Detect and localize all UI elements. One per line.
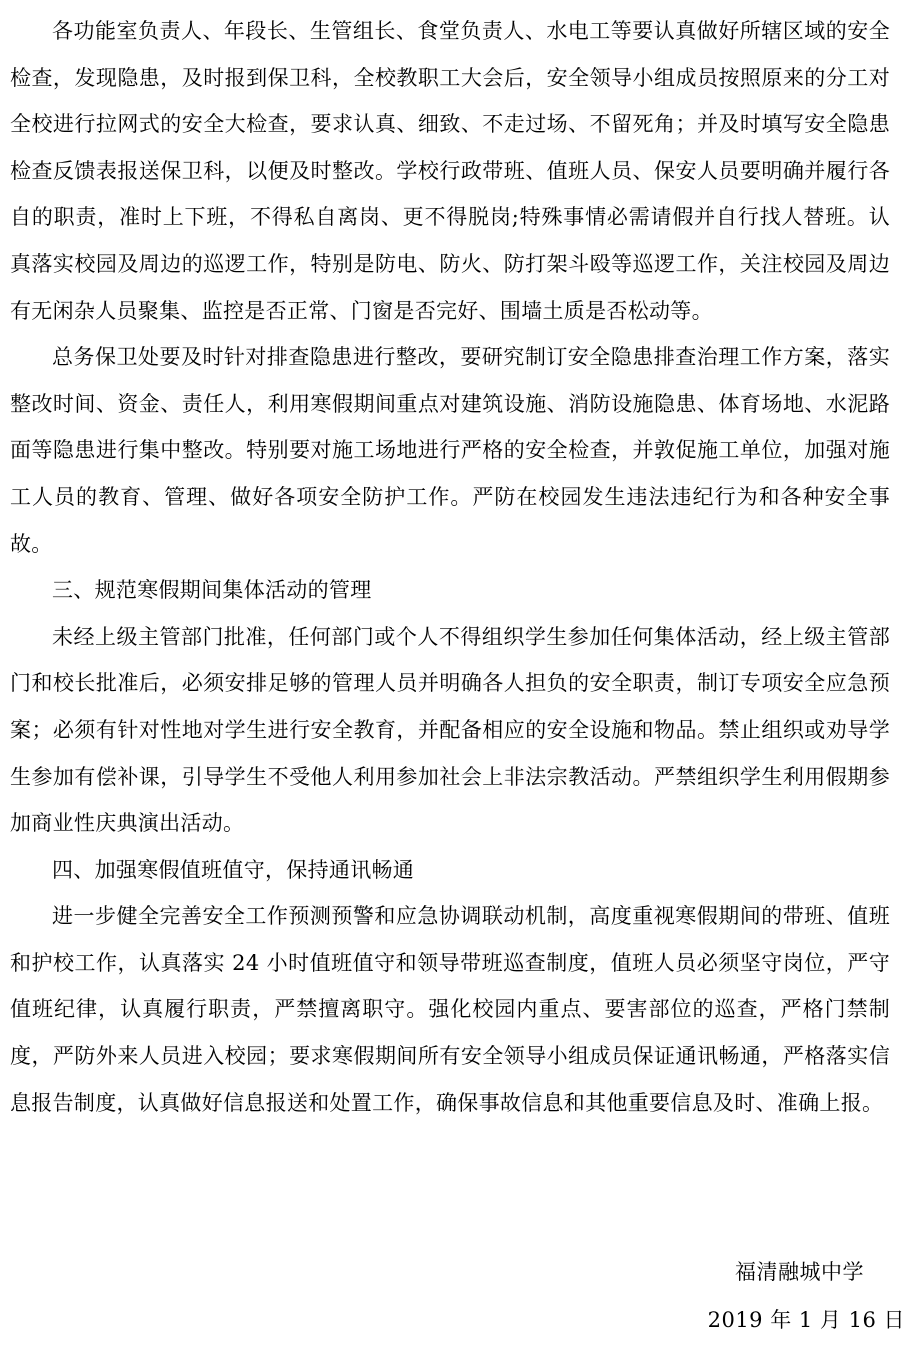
section-heading-three: 三、规范寒假期间集体活动的管理 xyxy=(52,578,372,603)
signature-date: 2019 年 1 月 16 日 xyxy=(707,1308,905,1332)
paragraph-group-activities: 未经上级主管部门批准，任何部门或个人不得组织学生参加任何集体活动，经上级主管部门和校长批准后，必须安排足够的管理人员并明确各人担负的安全职责，制订专项安全应急预案；必须有针对性地对学生进行安全教育，并配备相应的安全设施和物品。禁止组织或劝导学生参加有偿补课，引导学生不受他人利用参加社会上非法宗教活动。严禁组织学生利用假期参加商业性庆典演出活动。 xyxy=(10,624,890,836)
section-heading-four: 四、加强寒假值班值守，保持通讯畅通 xyxy=(52,857,415,882)
paragraph-duty-communication: 进一步健全完善安全工作预测预警和应急协调联动机制，高度重视寒假期间的带班、值班和护校工作，认真落实 24 小时值班值守和领导带班巡查制度，值班人员必须坚守岗位，严守值班纪律，认真履行职责，严禁擅离职守。强化校园内重点、要害部位的巡查，严格门禁制度，严防外来人员进入校园；要求寒假期间所有安全领导小组成员保证通讯畅通，严格落实信息报告制度，认真做好信息报送和处置工作，确保事故信息和其他重要信息及时、准确上报。 xyxy=(10,904,890,1115)
paragraph-hazard-rectification: 总务保卫处要及时针对排查隐患进行整改，要研究制订安全隐患排查治理工作方案，落实整改时间、资金、责任人，利用寒假期间重点对建筑设施、消防设施隐患、体育场地、水泥路面等隐患进行集中整改。特别要对施工场地进行严格的安全检查，并敦促施工单位，加强对施工人员的教育、管理、做好各项安全防护工作。严防在校园发生违法违纪行为和各种安全事故。 xyxy=(10,345,890,556)
paragraph-safety-inspection: 各功能室负责人、年段长、生管组长、食堂负责人、水电工等要认真做好所辖区域的安全检查，发现隐患，及时报到保卫科，全校教职工大会后，安全领导小组成员按照原来的分工对全校进行拉网式的安全大检查，要求认真、细致、不走过场、不留死角；并及时填写安全隐患检查反馈表报送保卫科，以便及时整改。学校行政带班、值班人员、保安人员要明确并履行各自的职责，准时上下班，不得私自离岗、更不得脱岗;特殊事情必需请假并自行找人替班。认真落实校园及周边的巡逻工作，特别是防电、防火、防打架斗殴等巡逻工作，关注校园及周边有无闲杂人员聚集、监控是否正常、门窗是否完好、围墙土质是否松动等。 xyxy=(10,19,890,323)
signature-school-name: 福清融城中学 xyxy=(735,1260,864,1284)
document-body xyxy=(10,8,890,1126)
